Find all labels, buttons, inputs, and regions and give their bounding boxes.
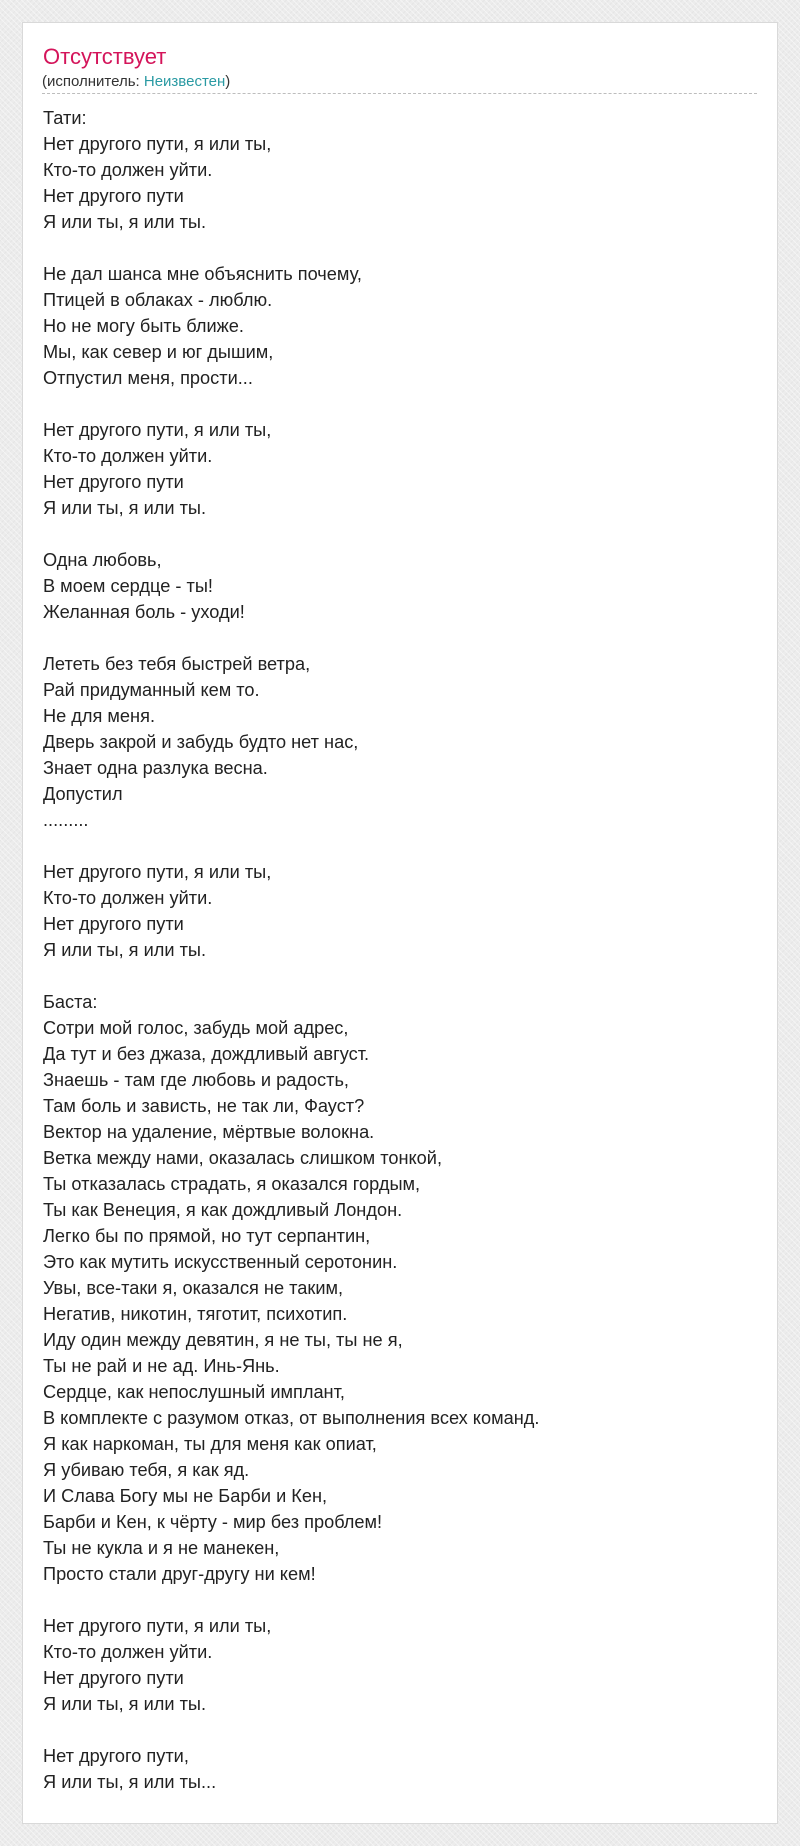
lyrics-blank-line — [43, 1717, 757, 1743]
lyrics-line: Тати: — [43, 108, 87, 128]
lyrics-line: Негатив, никотин, тяготит, психотип. — [43, 1304, 348, 1324]
lyrics-line: Нет другого пути — [43, 472, 184, 492]
lyrics-line: Желанная боль - уходи! — [43, 602, 245, 622]
lyrics-line: Да тут и без джаза, дождливый август. — [43, 1044, 370, 1064]
lyrics-line: Не для меня. — [43, 706, 155, 726]
lyrics-line: ......... — [43, 810, 89, 830]
lyrics-line: Ветка между нами, оказалась слишком тонкой, — [43, 1148, 443, 1168]
lyrics-line: Дверь закрой и забудь будто нет нас, — [43, 732, 359, 752]
lyrics-line: Отпустил меня, прости... — [43, 368, 253, 388]
lyrics-blank-line — [43, 625, 757, 651]
lyrics-line: Легко бы по прямой, но тут серпантин, — [43, 1226, 371, 1246]
song-title: Отсутствует — [43, 44, 167, 69]
lyrics-line: Лететь без тебя быстрей ветра, — [43, 654, 311, 674]
lyrics-line: Нет другого пути — [43, 186, 184, 206]
lyrics-line: Кто-то должен уйти. — [43, 446, 213, 466]
lyrics-card — [22, 22, 778, 1824]
artist-suffix: ) — [225, 73, 231, 90]
lyrics-line: Кто-то должен уйти. — [43, 160, 213, 180]
lyrics-blank-line — [43, 235, 757, 261]
lyrics-line: Там боль и зависть, не так ли, Фауст? — [43, 1096, 365, 1116]
lyrics-line: Знает одна разлука весна. — [43, 758, 268, 778]
lyrics-line: Птицей в облаках - люблю. — [43, 290, 273, 310]
lyrics-line: Ты не кукла и я не манекен, — [43, 1538, 280, 1558]
lyrics-blank-line — [43, 963, 757, 989]
lyrics-line: Рай придуманный кем то. — [43, 680, 260, 700]
lyrics-line: Ты отказалась страдать, я оказался гордым, — [43, 1174, 421, 1194]
lyrics-blank-line — [43, 391, 757, 417]
lyrics-text — [43, 105, 757, 1795]
lyrics-line: Знаешь - там где любовь и радость, — [43, 1070, 349, 1090]
lyrics-line: Иду один между девятин, я не ты, ты не я, — [43, 1330, 403, 1350]
lyrics-line: Я или ты, я или ты. — [43, 1694, 207, 1714]
lyrics-line: Мы, как север и юг дышим, — [43, 342, 274, 362]
lyrics-line: Барби и Кен, к чёрту - мир без проблем! — [43, 1512, 383, 1532]
lyrics-line: Одна любовь, — [43, 550, 162, 570]
lyrics-line: Ты как Венеция, я как дождливый Лондон. — [43, 1200, 403, 1220]
lyrics-line: Нет другого пути, я или ты, — [43, 1616, 272, 1636]
lyrics-line: Я или ты, я или ты. — [43, 498, 207, 518]
lyrics-line: Нет другого пути, — [43, 1746, 189, 1766]
artist-prefix: (исполнитель: — [42, 73, 144, 90]
artist-link[interactable]: Неизвестен — [143, 73, 226, 90]
lyrics-line: Кто-то должен уйти. — [43, 888, 213, 908]
lyrics-line: Но не могу быть ближе. — [43, 316, 244, 336]
lyrics-blank-line — [43, 521, 757, 547]
lyrics-line: Сотри мой голос, забудь мой адрес, — [43, 1018, 349, 1038]
lyrics-line: Я или ты, я или ты. — [43, 212, 207, 232]
artist-line — [42, 73, 230, 91]
title-divider — [42, 93, 757, 94]
lyrics-blank-line — [43, 1587, 757, 1613]
lyrics-line: Кто-то должен уйти. — [43, 1642, 213, 1662]
lyrics-line: Баста: — [43, 992, 98, 1012]
lyrics-line: Нет другого пути, я или ты, — [43, 420, 272, 440]
lyrics-line: Я или ты, я или ты. — [43, 940, 207, 960]
lyrics-line: Нет другого пути — [43, 914, 184, 934]
lyrics-line: Это как мутить искусственный серотонин. — [43, 1252, 398, 1272]
lyrics-line: Допустил — [43, 784, 123, 804]
lyrics-line: В комплекте с разумом отказ, от выполнения всех команд. — [43, 1408, 540, 1428]
lyrics-line: Просто стали друг-другу ни кем! — [43, 1564, 316, 1584]
lyrics-line: Я или ты, я или ты... — [43, 1772, 217, 1792]
lyrics-line: Нет другого пути, я или ты, — [43, 134, 272, 154]
lyrics-line: Не дал шанса мне объяснить почему, — [43, 264, 362, 284]
lyrics-line: Нет другого пути — [43, 1668, 184, 1688]
lyrics-line: Я убиваю тебя, я как яд. — [43, 1460, 250, 1480]
lyrics-line: Сердце, как непослушный имплант, — [43, 1382, 345, 1402]
lyrics-blank-line — [43, 833, 757, 859]
lyrics-line: В моем сердце - ты! — [43, 576, 213, 596]
lyrics-line: И Слава Богу мы не Барби и Кен, — [43, 1486, 328, 1506]
lyrics-line: Я как наркоман, ты для меня как опиат, — [43, 1434, 377, 1454]
lyrics-line: Увы, все-таки я, оказался не таким, — [43, 1278, 344, 1298]
lyrics-line: Ты не рай и не ад. Инь-Янь. — [43, 1356, 280, 1376]
lyrics-line: Нет другого пути, я или ты, — [43, 862, 272, 882]
lyrics-line: Вектор на удаление, мёртвые волокна. — [43, 1122, 375, 1142]
